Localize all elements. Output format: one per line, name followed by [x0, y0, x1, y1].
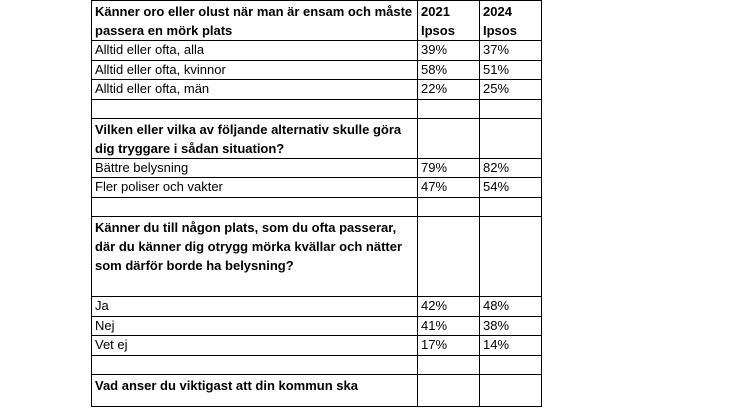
table-row: [92, 336, 542, 356]
table-row: [92, 158, 542, 178]
question-heading-3: Känner du till någon plats, som du ofta passerar, där du känner dig otrygg mörka kvällar och nätter som därför borde ha belysning?: [92, 216, 418, 296]
table-row: [92, 296, 542, 316]
value-2024: 82%: [480, 158, 542, 178]
row-label: Vet ej: [92, 336, 418, 356]
question-heading-4: Vad anser du viktigast att din kommun ska: [92, 374, 418, 406]
value-2021: 47%: [418, 178, 480, 198]
value-2021: 58%: [418, 60, 480, 80]
value-2021: 39%: [418, 41, 480, 61]
column-header-2021: [418, 1, 480, 41]
spacer-row: [92, 197, 542, 216]
survey-table: [91, 0, 542, 407]
question-row: [92, 118, 542, 158]
column-year-2024: 2024: [483, 4, 512, 19]
spacer-row: [92, 355, 542, 374]
column-header-2024: [480, 1, 542, 41]
column-source-2024: Ipsos: [483, 23, 517, 38]
value-2024: 51%: [480, 60, 542, 80]
value-2024: 14%: [480, 336, 542, 356]
row-label: Alltid eller ofta, alla: [92, 41, 418, 61]
row-label: Alltid eller ofta, män: [92, 80, 418, 100]
row-label: Bättre belysning: [92, 158, 418, 178]
header-row: [92, 1, 542, 41]
table-row: [92, 60, 542, 80]
row-label: Ja: [92, 296, 418, 316]
question-row: [92, 216, 542, 296]
table-row: [92, 80, 542, 100]
value-2021: 42%: [418, 296, 480, 316]
question-row: [92, 374, 542, 406]
value-2021: 17%: [418, 336, 480, 356]
row-label: Alltid eller ofta, kvinnor: [92, 60, 418, 80]
value-2024: 25%: [480, 80, 542, 100]
row-label: Nej: [92, 316, 418, 336]
row-label: Fler poliser och vakter: [92, 178, 418, 198]
value-2021: 79%: [418, 158, 480, 178]
column-year-2021: 2021: [421, 4, 450, 19]
table-row: [92, 41, 542, 61]
question-heading-2: Vilken eller vilka av följande alternativ skulle göra dig tryggare i sådan situation?: [92, 118, 418, 158]
table-row: [92, 316, 542, 336]
value-2024: 48%: [480, 296, 542, 316]
value-2021: 22%: [418, 80, 480, 100]
value-2024: 38%: [480, 316, 542, 336]
question-heading-1: Känner oro eller olust när man är ensam och måste passera en mörk plats: [92, 1, 418, 41]
value-2024: 37%: [480, 41, 542, 61]
table-row: [92, 178, 542, 198]
value-2021: 41%: [418, 316, 480, 336]
value-2024: 54%: [480, 178, 542, 198]
column-source-2021: Ipsos: [421, 23, 455, 38]
spacer-row: [92, 99, 542, 118]
